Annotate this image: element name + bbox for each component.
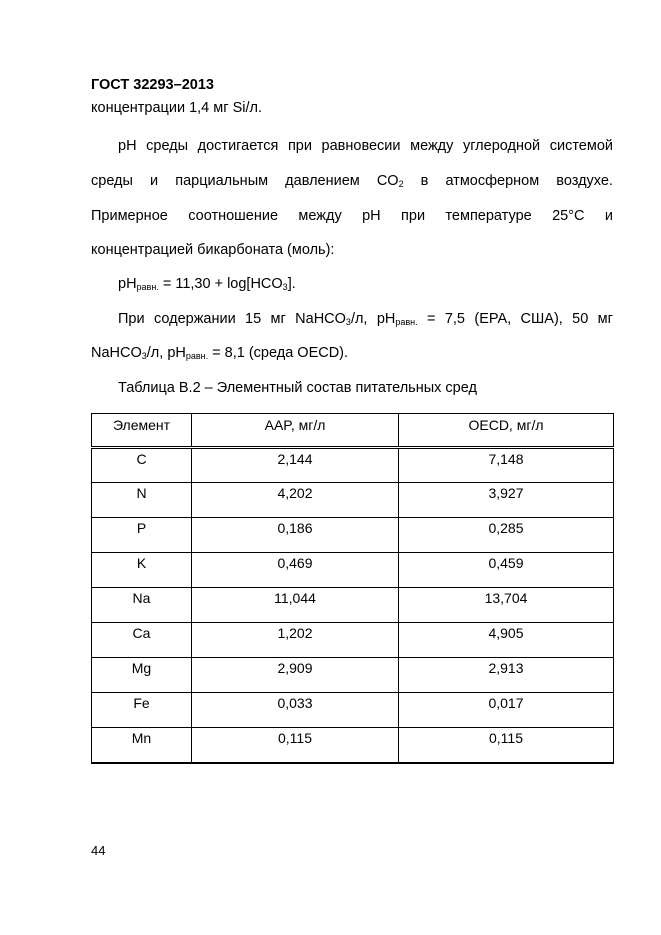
word: и [150, 173, 159, 189]
table-cell: 4,202 [192, 483, 399, 518]
word: углеродной [462, 138, 541, 154]
table-cell: Na [92, 588, 192, 623]
paragraph-line [118, 137, 613, 155]
word: давлением [285, 173, 360, 189]
column-header: AAP, мг/л [192, 414, 399, 448]
table-cell: 0,115 [399, 728, 614, 763]
table-cell: 2,909 [192, 658, 399, 693]
table-cell: 7,148 [399, 448, 614, 483]
table-cell: N [92, 483, 192, 518]
word: равновесии [321, 138, 401, 154]
table-row [92, 693, 614, 728]
table-cell: Mn [92, 728, 192, 763]
table-cell: 0,017 [399, 693, 614, 728]
word: Примерное [91, 208, 168, 224]
table-cell: 0,285 [399, 518, 614, 553]
formula-line: pHравн. = $11,30 + \log[HCO_3]$. [118, 276, 296, 292]
table-cell: 2,144 [192, 448, 399, 483]
word: между [410, 138, 454, 154]
table-cell: 0,115 [192, 728, 399, 763]
word: парциальным [175, 173, 269, 189]
table-header-row [92, 414, 614, 448]
table-row [92, 483, 614, 518]
table-cell: 0,469 [192, 553, 399, 588]
column-header: Элемент [92, 414, 192, 448]
word: в [420, 173, 429, 189]
table-cell: 11,044 [192, 588, 399, 623]
word: pH [362, 208, 381, 224]
table-row [92, 728, 614, 763]
table-cell: Ca [92, 623, 192, 658]
formula-co2: $CO_2$ [376, 173, 404, 189]
word: температуре [445, 208, 532, 224]
table-cell: K [92, 553, 192, 588]
table-cell: 13,704 [399, 588, 614, 623]
word: среды [91, 173, 133, 189]
word: pH [118, 138, 137, 154]
paragraph-line: концентрации 1,4 мг Si/л. [91, 100, 262, 116]
elements-table [91, 413, 614, 764]
word: воздухе. [556, 173, 613, 189]
table-row [92, 658, 614, 693]
table-cell: Mg [92, 658, 192, 693]
paragraph-line [91, 172, 613, 190]
paragraph-line: NaHCO$_3$/л, pHравн. = 8,1 (среда OECD). [91, 345, 349, 361]
table-row [92, 553, 614, 588]
table-row [92, 588, 614, 623]
table-cell: P [92, 518, 192, 553]
table-row [92, 448, 614, 483]
word: среды [146, 138, 189, 154]
table-row [92, 518, 614, 553]
table-cell: 3,927 [399, 483, 614, 518]
page-number: 44 [91, 843, 106, 858]
word: при [401, 208, 426, 224]
column-header: OECD, мг/л [399, 414, 614, 448]
table-row [92, 623, 614, 658]
table-caption: Таблица В.2 – Элементный состав питательных сред [118, 380, 477, 396]
word: при [287, 138, 312, 154]
word: и [604, 208, 613, 224]
paragraph-line [91, 207, 613, 225]
table-cell: 0,186 [192, 518, 399, 553]
table-cell: C [92, 448, 192, 483]
table-cell: 0,033 [192, 693, 399, 728]
table-cell: 0,459 [399, 553, 614, 588]
word: системой [549, 138, 613, 154]
table-cell: Fe [92, 693, 192, 728]
paragraph-line: При содержании 15 мг NaHCO$_3$/л, pHравн. = 7,5 (EPA, США), 50 мг [118, 311, 613, 327]
paragraph-line: концентрацией бикарбоната (моль): [91, 242, 335, 258]
document-header: ГОСТ 32293–2013 [91, 77, 214, 93]
word: между [298, 208, 342, 224]
word: достигается [197, 138, 279, 154]
table-cell: 4,905 [399, 623, 614, 658]
table-cell: 1,202 [192, 623, 399, 658]
word: 25°C [552, 208, 585, 224]
table-cell: 2,913 [399, 658, 614, 693]
word: атмосферном [445, 173, 540, 189]
word: соотношение [188, 208, 279, 224]
